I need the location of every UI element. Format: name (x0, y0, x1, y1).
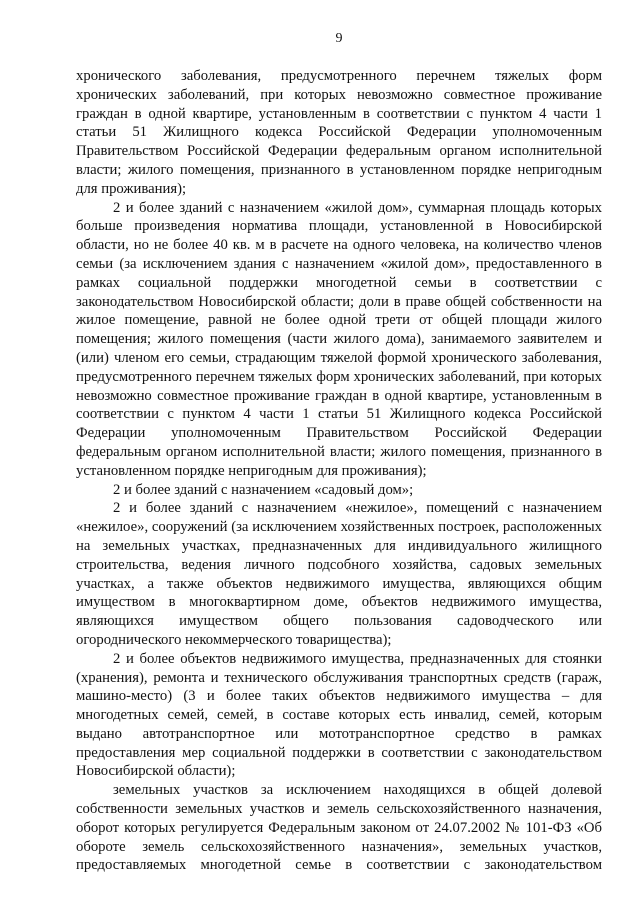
paragraph-6: земельных участков за исключением находящихся в общей долевой собственности земельных участков и земель сельскохозяйственного назначения, оборот которых регулируется Федеральным законом от 24.07.2002 № 101-ФЗ «Об обороте земель сельскохозяйственного назначения», земельных участков, предоставляемых многодетной семье в соответствии с законодательством (76, 782, 602, 874)
paragraph-1: хронического заболевания, предусмотренного перечнем тяжелых форм хронических заболеваний, при которых невозможно совместное проживание граждан в одной квартире, установленным в соответствии с пунктом 4 части 1 статьи 51 Жилищного кодекса Российской Федерации уполномоченным Правительством Российской Федерации федеральным органом исполнительной власти; жилого помещения, признанного в установленном порядке непригодным для проживания); (76, 68, 602, 197)
paragraph-2: 2 и более зданий с назначением «жилой дом», суммарная площадь которых больше произведения норматива площади, установленной в Новосибирской области, но не более 40 кв. м в расчете на одного человека, на количество членов семьи (за исключением здания с назначением «жилой дом», предоставленного в рамках социальной поддержки многодетной семьи в соответствии с законодательством Новосибирской области; доли в праве общей собственности на жилое помещение, равной не более одной трети от общей площади жилого помещения; жилого помещения (части жилого дома), занимаемого заявителем и (или) членом его семьи, страдающим тяжелой формой хронического заболевания, предусмотренного перечнем тяжелых форм хронических заболеваний, при которых невозможно совместное проживание граждан в одной квартире, установленным в соответствии с пунктом 4 части 1 статьи 51 Жилищного кодекса Российской Федерации уполномоченным Правительством Российской Федерации федеральным органом исполнительной власти; жилого помещения, признанного в установленном порядке непригодным для проживания); (76, 199, 602, 479)
document-page (76, 30, 602, 875)
paragraph-4: 2 и более зданий с назначением «нежилое», помещений с назначением «нежилое», сооружений (за исключением хозяйственных построек, расположенных на земельных участках, предназначенных для индивидуального жилищного строительства, ведения личного подсобного хозяйства, садовых земельных участках, а также объектов недвижимого имущества, являющихся общим имуществом в многоквартирном доме, объектов недвижимого имущества, являющихся имуществом общего пользования садоводческого или огороднического некоммерческого товарищества); (76, 500, 602, 648)
page-number: 9 (335, 31, 343, 46)
paragraph-3: 2 и более зданий с назначением «садовый дом»; (113, 481, 414, 498)
paragraph-5: 2 и более объектов недвижимого имущества, предназначенных для стоянки (хранения), ремонта и технического обслуживания транспортных средств (гараж, машино-место) (3 и более таких объектов недвижимого имущества – для многодетных семей, семей, в составе которых есть инвалид, семей, которым выдано автотранспортное или мототранспортное средство в рамках предоставления мер социальной поддержки в соответствии с законодательством Новосибирской области); (76, 650, 602, 780)
